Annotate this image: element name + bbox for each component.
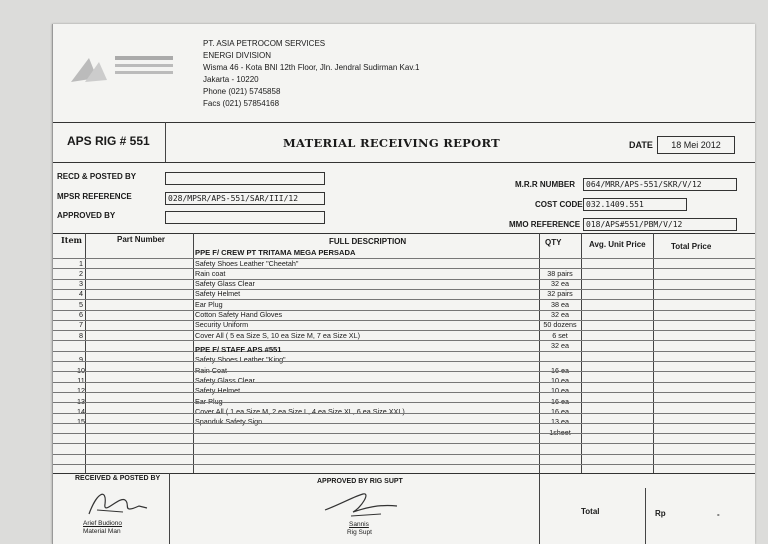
approved-signature [321, 486, 405, 520]
section-crew-title: PPE F/ CREW PT TRITAMA MEGA PERSADA [195, 248, 356, 257]
row-description: Security Uniform [195, 320, 249, 330]
grid-line [53, 361, 755, 362]
company-logo [67, 48, 177, 88]
row-description: Ear Plug [195, 396, 223, 406]
header-description: FULL DESCRIPTION [329, 237, 407, 246]
divider [165, 122, 166, 162]
grid-line [53, 402, 755, 403]
row-description: Safety Helmet [195, 289, 241, 299]
row-qty: 10 ea [551, 386, 569, 396]
row-item-number: 8 [79, 330, 83, 340]
mpsr-label: MPSR REFERENCE [57, 192, 132, 201]
row-qty: 32 ea [551, 279, 569, 289]
total-label: Total [581, 507, 600, 516]
grid-line [53, 351, 755, 352]
approved-title: Rig Supt [347, 529, 372, 536]
mmo-field[interactable]: 018/APS#551/PBM/V/12 [583, 218, 737, 231]
rig-number: APS RIG # 551 [67, 134, 150, 148]
date-field[interactable]: 18 Mei 2012 [657, 136, 735, 154]
grid-line [53, 289, 755, 290]
row-qty: 50 dozens [543, 320, 577, 330]
grid-line [53, 279, 755, 280]
header-item: Item [61, 235, 82, 245]
grid-line [53, 320, 755, 321]
received-name: Arief Budiono [83, 520, 123, 527]
row-description: Safety Helmet [195, 386, 241, 396]
received-signature [83, 486, 153, 520]
header-qty: QTY [545, 238, 562, 247]
divider [53, 162, 755, 163]
grid-line [53, 423, 755, 424]
divider [53, 122, 755, 123]
company-city: Jakarta - 10220 [203, 75, 259, 84]
mpsr-field[interactable]: 028/MPSR/APS-551/SAR/III/12 [165, 192, 325, 205]
date-label: DATE [629, 140, 653, 150]
received-label: RECEIVED & POSTED BY [75, 475, 161, 482]
row-qty: 10 ea [551, 376, 569, 385]
row-item-number: 14 [77, 406, 85, 416]
row-description: Rain coat [195, 268, 226, 278]
row-description: Cover All ( 1 ea Size M, 2 ea Size L, 4 ea Size XL, 6 ea Size XXL) [195, 406, 405, 416]
row-item-number: 5 [79, 299, 83, 309]
row-description: Safety Shoes Leather "Cheetah" [195, 258, 299, 268]
row-item-number: 1 [79, 258, 83, 268]
row-description: Safety Glass Clear [195, 279, 255, 289]
table-row [53, 341, 755, 351]
page-title: MATERIAL RECEIVING REPORT [283, 136, 500, 150]
row-description: Ear Plug [195, 299, 223, 309]
table-row [53, 279, 755, 289]
section-staff-title: PPE F/ STAFF APS #551 [195, 345, 282, 354]
grid-line [53, 299, 755, 300]
company-block [203, 38, 419, 110]
report-paper [52, 24, 755, 544]
approved-label: APPROVED BY [57, 211, 116, 220]
grid-line [53, 340, 755, 341]
row-description: Cover All ( 5 ea Size S, 10 ea Size M, 7 ea Size XL) [195, 330, 360, 340]
row-qty: 32 pairs [547, 289, 573, 299]
grid-line [53, 454, 755, 455]
row-item-number: 11 [77, 376, 85, 385]
row-qty: 32 ea [551, 310, 569, 319]
row-qty: 6 set [552, 330, 568, 340]
row-description: Spanduk Safety Sign [195, 417, 263, 427]
recd-field[interactable] [165, 172, 325, 185]
row-item-number: 3 [79, 279, 83, 289]
divider [645, 488, 646, 544]
grid-line [53, 330, 755, 331]
divider [539, 473, 540, 544]
company-fax: Facs (021) 57854168 [203, 99, 280, 108]
divider [169, 473, 170, 544]
table-row [53, 320, 755, 330]
cost-field[interactable]: 032.1409.551 [583, 198, 687, 211]
grid-line [53, 268, 755, 269]
company-phone: Phone (021) 5745858 [203, 87, 281, 96]
header-unit-price: Avg. Unit Price [589, 240, 646, 249]
company-division: ENERGI DIVISION [203, 51, 272, 60]
header-total-price: Total Price [671, 242, 712, 251]
row-item-number: 15 [77, 417, 85, 427]
header-part: Part Number [117, 235, 166, 244]
row-item-number: 12 [77, 386, 85, 396]
grid-line [53, 464, 755, 465]
company-name: PT. ASIA PETROCOM SERVICES [203, 39, 326, 48]
cost-label: COST CODE [535, 200, 583, 209]
row-qty: 16 ea [551, 365, 569, 375]
grid-line [53, 413, 755, 414]
table-row [53, 331, 755, 341]
approved-name: Sannis [349, 521, 369, 528]
grid-line [53, 433, 755, 434]
mmo-label: MMO REFERENCE [509, 220, 581, 229]
company-address: Wisma 46 - Kota BNI 12th Floor, Jln. Jendral Sudirman Kav.1 [203, 63, 420, 72]
row-qty: 16 ea [551, 406, 569, 416]
currency-label: Rp [655, 509, 666, 518]
row-item-number: 10 [77, 365, 85, 375]
row-qty: 1sheet [549, 427, 571, 437]
grid-line [53, 382, 755, 383]
row-item-number: 2 [79, 268, 83, 278]
grid-line [53, 392, 755, 393]
total-value: - [717, 510, 720, 519]
row-item-number: 7 [79, 320, 83, 330]
row-description: Safety Glass Clear [195, 376, 255, 385]
table-row [53, 289, 755, 299]
row-qty: 13 ea [551, 417, 569, 427]
mrr-label: M.R.R NUMBER [515, 180, 575, 189]
approved-field[interactable] [165, 211, 325, 224]
row-item-number: 6 [79, 310, 83, 319]
row-qty: 38 pairs [547, 268, 573, 278]
grid-line [53, 443, 755, 444]
divider [53, 473, 755, 474]
grid-line [53, 371, 755, 372]
row-qty: 38 ea [551, 299, 569, 309]
row-description: Cotton Safety Hand Gloves [195, 310, 283, 319]
row-qty: 16 ea [551, 396, 569, 406]
row-item-number: 13 [77, 396, 85, 406]
received-title: Material Man [83, 528, 121, 535]
approved-rig-label: APPROVED BY RIG SUPT [317, 478, 403, 485]
grid-line [53, 258, 755, 259]
row-item-number: 4 [79, 289, 83, 299]
mrr-field[interactable]: 064/MRR/APS-551/SKR/V/12 [583, 178, 737, 191]
grid-line [53, 310, 755, 311]
table-row [53, 269, 755, 279]
row-qty: 32 ea [551, 340, 569, 350]
recd-label: RECD & POSTED BY [57, 172, 137, 181]
row-description: Safety Shoes Leather "King" [195, 355, 286, 365]
table-row [53, 259, 755, 269]
table-row [53, 310, 755, 320]
row-item-number: 9 [79, 355, 83, 365]
row-description: Rain Coat [195, 365, 227, 375]
divider [53, 233, 755, 234]
table-row [53, 300, 755, 310]
